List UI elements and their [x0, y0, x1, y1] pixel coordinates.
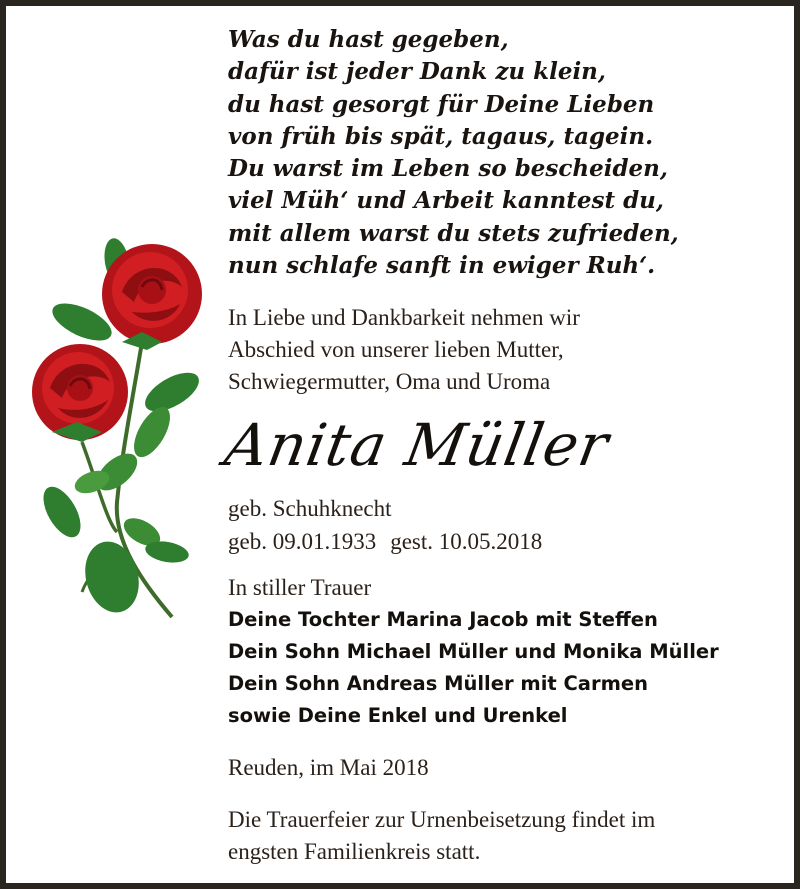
- poem-line: Du warst im Leben so bescheiden,: [228, 155, 668, 183]
- dates-line: [228, 525, 542, 558]
- maiden-name: geb. Schuhknecht: [228, 496, 392, 521]
- memorial-poem: [228, 24, 679, 282]
- place-date: Reuden, im Mai 2018: [228, 755, 429, 780]
- mourner-line: Dein Sohn Andreas Müller mit Carmen: [228, 672, 649, 695]
- poem-line: von früh bis spät, tagaus, tagein.: [228, 122, 654, 150]
- intro-line: Abschied von unserer lieben Mutter,: [228, 337, 564, 362]
- notice-line: engsten Familienkreis statt.: [228, 839, 481, 864]
- poem-line: dafür ist jeder Dank zu klein,: [228, 58, 606, 86]
- intro-line: In Liebe und Dankbarkeit nehmen wir: [228, 305, 580, 330]
- mourners-block: [228, 572, 719, 732]
- notice-line: Die Trauerfeier zur Urnenbeisetzung findet im: [228, 807, 656, 832]
- red-roses-icon: [22, 232, 212, 632]
- mourner-line: sowie Deine Enkel und Urenkel: [228, 704, 568, 727]
- poem-line: viel Müh‘ und Arbeit kanntest du,: [228, 187, 664, 215]
- poem-line: Was du hast gegeben,: [228, 26, 509, 53]
- deceased-name: Anita Müller: [220, 411, 615, 479]
- life-dates: [228, 492, 542, 558]
- poem-line: mit allem warst du stets zufrieden,: [228, 219, 679, 247]
- birth-date: geb. 09.01.1933: [228, 529, 377, 554]
- poem-line: du hast gesorgt für Deine Lieben: [228, 90, 655, 118]
- funeral-notice: [228, 804, 655, 868]
- mourner-line: Deine Tochter Marina Jacob mit Steffen: [228, 608, 658, 631]
- mourners-heading: In stiller Trauer: [228, 575, 372, 600]
- death-date: gest. 10.05.2018: [390, 529, 543, 554]
- poem-line: nun schlafe sanft in ewiger Ruh‘.: [228, 252, 656, 280]
- mourner-line: Dein Sohn Michael Müller und Monika Müller: [228, 640, 719, 663]
- farewell-intro: [228, 302, 580, 398]
- intro-line: Schwiegermutter, Oma und Uroma: [228, 369, 551, 394]
